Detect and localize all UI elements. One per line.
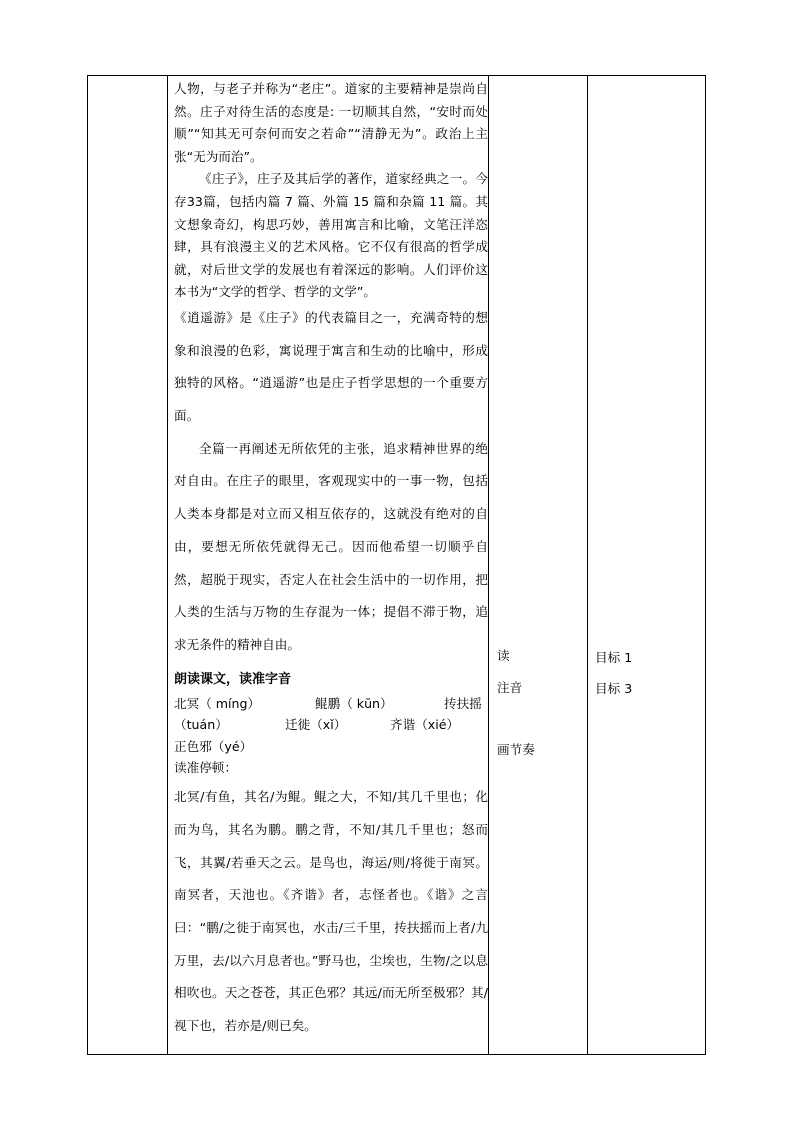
column-divider xyxy=(587,76,588,1054)
pron-item: 鲲鹏（ kūn） xyxy=(315,695,393,711)
pron-item: （tuán） xyxy=(174,717,228,733)
paragraph-xiaoyaoyou: 《逍遥游》是《庄子》的代表篇目之一，充满奇特的想象和浪漫的色彩，寓说理于寓言和生动的比喻中，形成独特的风格。“逍遥游”也是庄子哲学思想的一个重要方面。 xyxy=(174,309,488,424)
lesson-table xyxy=(87,75,706,1055)
goal-1: 目标 1 xyxy=(595,650,633,665)
pause-text: 北冥/有鱼，其名/为鲲。鲲之大，不知/其几千里也；化而为鸟，其名为鹏。鹏之背，不知/其几千里也；怒而飞，其翼/若垂天之云。是鸟也，海运/则/将徙于南冥。南冥者，天池也。《齐谐》者，志怪者也。《谐》之言曰：“鹏/之徙于南冥也，水击/三千里，抟扶摇而上者/九万里，去/以六月息者也。”野马也，尘埃也，生物/之以息相吹也。天之苍苍，其正色邪？其远/而无所至极邪？其/视下也，若亦是/则已矣。 xyxy=(174,789,488,1034)
activity-rhythm: 画节奏 xyxy=(497,742,535,757)
paragraph-zhuangzi-book: 《庄子》，庄子及其后学的著作，道家经典之一。今存33篇，包括内篇 7 篇、外篇 15 篇和杂篇 11 篇。其文想象奇幻，构思巧妙，善用寓言和比喻，文笔汪洋恣肆，具有浪漫主义的艺术风格。它不仅有很高的哲学成就，对后世文学的发展也有着深远的影响。人们评价这本书为“文学的哲学、哲学的文学”。 xyxy=(174,171,488,300)
content-cell xyxy=(174,78,488,1043)
pause-label: 读准停顿： xyxy=(174,760,237,776)
pron-item: 齐谐（xié） xyxy=(390,717,460,733)
pron-item: 迁徙（xǐ） xyxy=(285,717,347,733)
column-divider xyxy=(167,76,168,1054)
pron-item: 北冥（ míng） xyxy=(174,695,261,711)
column-divider xyxy=(488,76,489,1054)
pronunciation-list xyxy=(174,693,488,758)
section-heading: 朗读课文，读准字音 xyxy=(174,671,292,687)
goal-3: 目标 3 xyxy=(595,681,633,696)
activity-annotate: 注音 xyxy=(497,680,523,695)
paragraph-zhuangzi-intro: 人物，与老子并称为“老庄”。道家的主要精神是崇尚自然。庄子对待生活的态度是: 一切顺其自然，“安时而处顺”“知其无可奈何而安之若命”“清静无为”。政治上主张“无为而治”。 xyxy=(174,81,488,164)
activity-read: 读 xyxy=(497,648,510,663)
paragraph-theme: 全篇一再阐述无所依凭的主张，追求精神世界的绝对自由。在庄子的眼里，客观现实中的一事一物，包括人类本身都是对立而又相互依存的，这就没有绝对的自由，要想无所依凭就得无己。因而他希望一切顺乎自然，超脱于现实，否定人在社会生活中的一切作用，把人类的生活与万物的生存混为一体；提倡不滞于物，追求无条件的精神自由。 xyxy=(174,440,488,652)
pron-item: 抟扶摇 xyxy=(444,695,482,711)
pron-item: 正色邪（yé） xyxy=(174,738,253,754)
